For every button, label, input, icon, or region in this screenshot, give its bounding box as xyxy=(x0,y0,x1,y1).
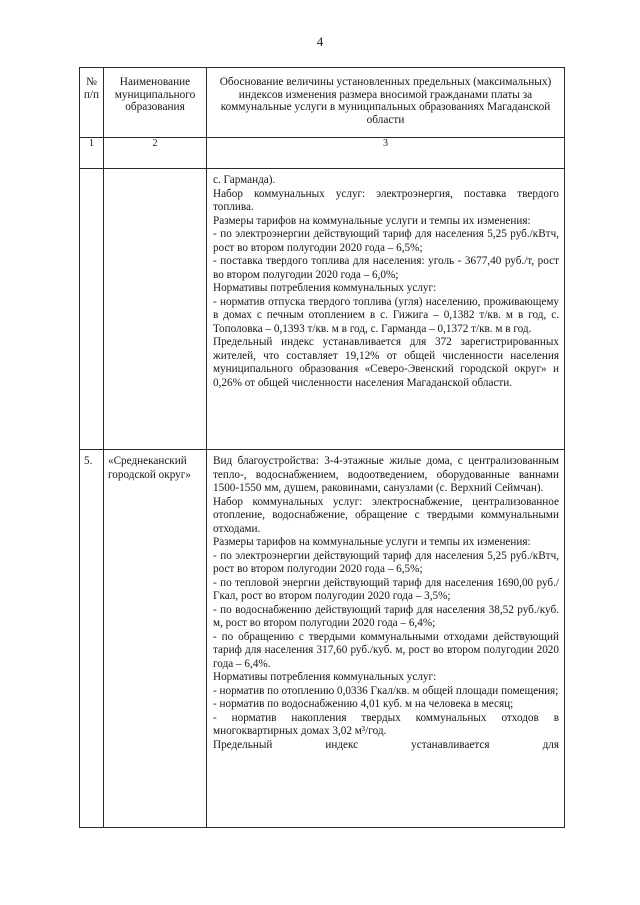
page-number: 4 xyxy=(316,34,324,49)
paragraph: Нормативы потребления коммунальных услуг: xyxy=(213,671,437,683)
row-num-cell: 5. xyxy=(80,450,104,828)
paragraph: Размеры тарифов на коммунальные услуги и темпы их изменения: xyxy=(213,214,531,227)
table-header-row xyxy=(80,68,565,138)
paragraph: - по тепловой энергии действующий тариф для населения 1690,00 руб./Гкал, рост во втором полугодии 2020 года – 3,5%; xyxy=(213,576,559,602)
table-row-continued xyxy=(80,169,565,450)
header-name: Наименование муниципального образования xyxy=(104,68,207,138)
paragraph: - норматив отпуска твердого топлива (угля) населению, проживающему в домах с печным отоплением в с. Гижига – 0,1382 т/кв. м в год, с. Тополовка – 0,1393 т/кв. м в год, с. Гарманда – 0,1372 т/кв. м в год. xyxy=(213,295,559,335)
row-name-cell: «Среднеканский городской округ» xyxy=(104,450,207,828)
paragraph: Размеры тарифов на коммунальные услуги и темпы их изменения: xyxy=(213,536,531,548)
column-number: 2 xyxy=(104,138,207,169)
paragraph: - норматив по водоснабжению 4,01 куб. м на человека в месяц; xyxy=(213,698,514,710)
header-num: № п/п xyxy=(80,68,104,138)
paragraph: - поставка твердого топлива для населения: уголь - 3677,40 руб./т, рост во втором полугодии 2020 года – 6,0%; xyxy=(213,255,559,281)
column-numbers-row xyxy=(80,138,565,169)
column-number: 1 xyxy=(80,138,104,169)
row-justification-cell xyxy=(207,169,565,450)
paragraph: Нормативы потребления коммунальных услуг: xyxy=(213,282,437,294)
paragraph: с. Гарманда). xyxy=(213,174,276,186)
header-justification: Обоснование величины установленных предельных (максимальных) индексов изменения размера вносимой гражданами платы за коммунальные услуги в муниципальных образованиях Магаданской области xyxy=(207,68,565,138)
row-name-cell xyxy=(104,169,207,450)
table-row-5 xyxy=(80,450,565,828)
paragraph: Предельный индекс устанавливается для 372 зарегистрированных жителей, что составляет 19,12% от общей численности населения муниципального образования «Северо-Эвенский городской округ» и 0,26% от общей численности населения Магаданской области. xyxy=(213,336,559,389)
tariff-justification-table xyxy=(79,67,565,828)
paragraph: - норматив накопления твердых коммунальных отходов в многоквартирных домах 3,02 м³/год. xyxy=(213,711,559,737)
paragraph: - норматив по отоплению 0,0336 Гкал/кв. м общей площади помещения; xyxy=(213,684,559,697)
paragraph: - по электроэнергии действующий тариф для населения 5,25 руб./кВтч, рост во втором полугодии 2020 года – 6,5%; xyxy=(213,549,559,575)
column-number: 3 xyxy=(207,138,565,169)
paragraph: Вид благоустройства: 3-4-этажные жилые дома, с централизованным тепло-, водоснабжением, водоотведением, оборудованные ваннами 1500-1550 мм, душем, раковинами, санузлами (с. Верхний Сеймчан). xyxy=(213,455,559,494)
paragraph: Набор коммунальных услуг: электроснабжение, централизованное отопление, водоснабжение, обращение с твердыми коммунальными отходами. xyxy=(213,495,559,535)
row-num-cell xyxy=(80,169,104,450)
paragraph: Набор коммунальных услуг: электроэнергия, поставка твердого топлива. xyxy=(213,187,559,213)
paragraph: - по обращению с твердыми коммунальными отходами действующий тариф для населения 317,60 руб./куб. м, рост во втором полугодии 2020 года – 6,4%. xyxy=(213,630,559,670)
paragraph: - по электроэнергии действующий тариф для населения 5,25 руб./кВтч, рост во втором полугодии 2020 года – 6,5%; xyxy=(213,228,559,254)
paragraph: Предельный индекс устанавливается для xyxy=(213,738,559,751)
paragraph: - по водоснабжению действующий тариф для населения 38,52 руб./куб. м, рост во втором полугодии 2020 года – 6,4%; xyxy=(213,603,559,629)
row-justification-cell xyxy=(207,450,565,828)
